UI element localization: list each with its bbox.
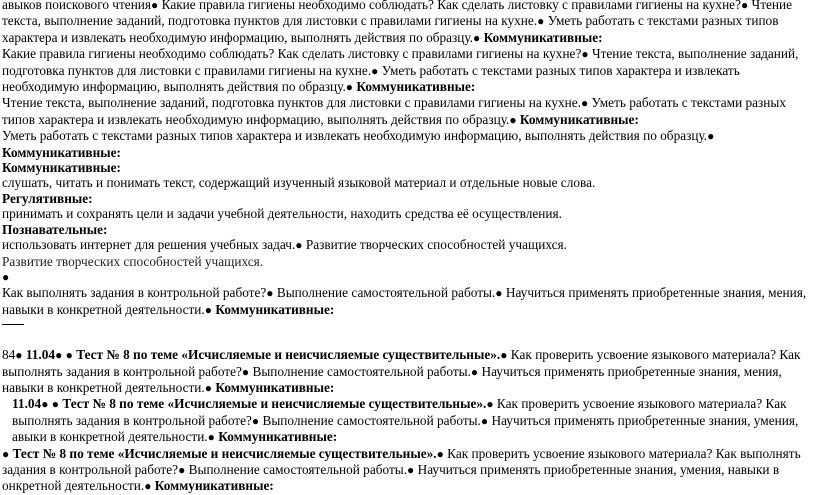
text: Научиться применять приобретенные знания, умения, авыки в конкретной деятельности. — [12, 412, 799, 445]
text: Уметь работать с текстами разных типов характера и извлекать необходимую информацию, выполнять действия по образцу. — [2, 95, 787, 127]
paragraph-4 — [2, 128, 810, 160]
paragraph-1 — [2, 0, 810, 46]
lesson-row-2 — [2, 396, 810, 445]
text: Какие правила гигиены необходимо соблюдать? Как сделать листовку с правилами гигиены на кухне? — [158, 0, 741, 12]
bullet-icon: ● — [251, 413, 260, 428]
text: авыков поискового чтения — [2, 0, 152, 12]
bullet-icon: ● — [740, 0, 749, 12]
lesson-title: Тест № 8 по теме «Исчисляемые и неисчисляемые существительные». — [59, 396, 487, 412]
lesson-date: 11.04 — [22, 347, 56, 363]
regulative-text: принимать и сохранять цели и задачи учебной деятельности, находить средства её осуществления. — [2, 206, 562, 222]
regulative-heading: Регулятивные: — [2, 190, 93, 206]
paragraph-5 — [2, 285, 810, 318]
heading-communicative: Коммуникативные: — [214, 429, 338, 445]
text: Выполнение самостоятельной работы. — [273, 285, 496, 301]
bullet-icon: ● — [51, 397, 60, 412]
bullet-icon: ● — [41, 397, 49, 412]
bullet-icon: ● — [2, 269, 10, 284]
text: Уметь работать с текстами разных типов характера и извлекать необходимую информацию, выполнять действия по образцу. — [2, 62, 740, 95]
text: Научиться применять приобретенные знания, умения, навыки в онкретной деятельности. — [2, 461, 780, 494]
bullet-icon: ● — [473, 30, 481, 45]
cognitive-heading: Познавательные: — [2, 221, 108, 237]
document-page — [2, 0, 810, 495]
text: Выполнение самостоятельной работы. — [259, 412, 481, 428]
bullet-icon: ● — [707, 129, 715, 144]
text: Какие правила гигиены необходимо соблюдать? Как сделать листовку с правилами гигиены на кухне? — [2, 46, 582, 62]
text: Научиться применять приобретенные знания, мения, навыки в конкретной деятельности. — [2, 363, 782, 395]
lesson-row-3 — [2, 446, 810, 495]
text: Чтение текста, выполнение заданий, подготовка пунктов для листовки с правилами гигиены на кухне. — [2, 46, 799, 78]
heading-communicative: Коммуникативные: — [212, 379, 335, 395]
lesson-row — [2, 347, 810, 396]
bullet-icon: ● — [266, 286, 274, 301]
communicative-text: слушать, читать и понимать текст, содержащий изученный языковой материал и отдельные новые слова. — [2, 175, 596, 191]
text: использовать интернет для решения учебных задач. — [2, 237, 296, 253]
text: Уметь работать с текстами разных типов характера и извлекать необходимую информацию, выполнять действия по образцу. — [2, 128, 708, 144]
lesson-title: Тест № 8 по теме «Исчисляемые и неисчисляемые существительные». — [9, 445, 437, 461]
text: Развитие творческих способностей учащихся. — [302, 237, 567, 253]
text: Чтение текста, выполнение заданий, подготовка пунктов для листовки с правилами гигиены на кухне. — [2, 95, 581, 111]
bullet-icon: ● — [15, 348, 23, 363]
divider — [2, 324, 24, 325]
heading-communicative: Коммуникативные: — [353, 79, 476, 95]
bullet-icon: ● — [204, 302, 213, 317]
bullet-icon: ● — [151, 0, 159, 12]
heading-communicative: Коммуникативные: — [151, 478, 274, 494]
communicative-heading: Коммуникативные: — [2, 160, 121, 176]
bullet-icon: ● — [178, 462, 186, 477]
bullet-icon: ● — [207, 430, 215, 445]
bullet-icon: ● — [371, 63, 379, 78]
bullet-icon: ● — [580, 96, 589, 111]
bullet-icon: ● — [495, 286, 503, 301]
bullet-icon: ● — [537, 14, 545, 29]
bullet-icon: ● — [204, 380, 213, 395]
text: Как выполнять задания в контрольной работе? — [2, 285, 267, 301]
bullet-icon: ● — [470, 364, 479, 379]
heading-communicative: Коммуникативные: — [2, 144, 121, 160]
lesson-date: 11.04 — [12, 396, 42, 412]
text: Выполнение самостоятельной работы. — [249, 363, 471, 379]
text: Как проверить усвоение языкового материала? Как выполнять задания в контрольной работе? — [12, 396, 787, 428]
bullet-icon: ● — [295, 238, 303, 253]
bullet-icon: ● — [500, 348, 508, 363]
paragraph-2 — [2, 46, 810, 95]
bullet-icon: ● — [144, 479, 152, 494]
text: Выполнение самостоятельной работы. — [185, 461, 408, 477]
bullet-icon: ● — [509, 112, 517, 127]
bullet-icon: ● — [486, 397, 494, 412]
creative-text: Развитие творческих способностей учащихся. — [2, 253, 264, 269]
heading-communicative: Коммуникативные: — [212, 301, 335, 317]
bullet-icon: ● — [407, 462, 415, 477]
text: Как проверить усвоение языкового материала? Как выполнять задания в контрольной работе? — [2, 445, 801, 477]
bullet-icon: ● — [581, 47, 589, 62]
bullet-icon: ● — [345, 80, 354, 95]
bullet-line — [2, 269, 810, 285]
heading-communicative: Коммуникативные: — [516, 111, 639, 127]
bullet-icon: ● — [2, 446, 10, 461]
cognitive-text — [2, 237, 810, 253]
bullet-icon: ● — [65, 348, 73, 363]
bullet-icon: ● — [241, 364, 250, 379]
paragraph-3 — [2, 95, 810, 128]
lesson-title: Тест № 8 по теме «Исчисляемые и неисчисляемые существительные». — [72, 347, 501, 363]
bullet-icon: ● — [55, 348, 63, 363]
text: Чтение текста, выполнение заданий, подготовка пунктов для листовки с правилами гигиены на кухне. — [2, 0, 793, 29]
text: Научиться применять приобретенные знания, мения, навыки в конкретной деятельности. — [2, 285, 807, 317]
text: Как проверить усвоение языкового материала? Как выполнять задания в контрольной работе? — [2, 347, 801, 379]
text: Уметь работать с текстами разных типов характера и извлекать необходимую информацию, выполнять действия по образцу. — [2, 13, 779, 45]
lesson-number: 84 — [2, 347, 16, 363]
heading-communicative: Коммуникативные: — [480, 29, 603, 45]
bullet-icon: ● — [436, 446, 444, 461]
bullet-icon: ● — [480, 413, 489, 428]
